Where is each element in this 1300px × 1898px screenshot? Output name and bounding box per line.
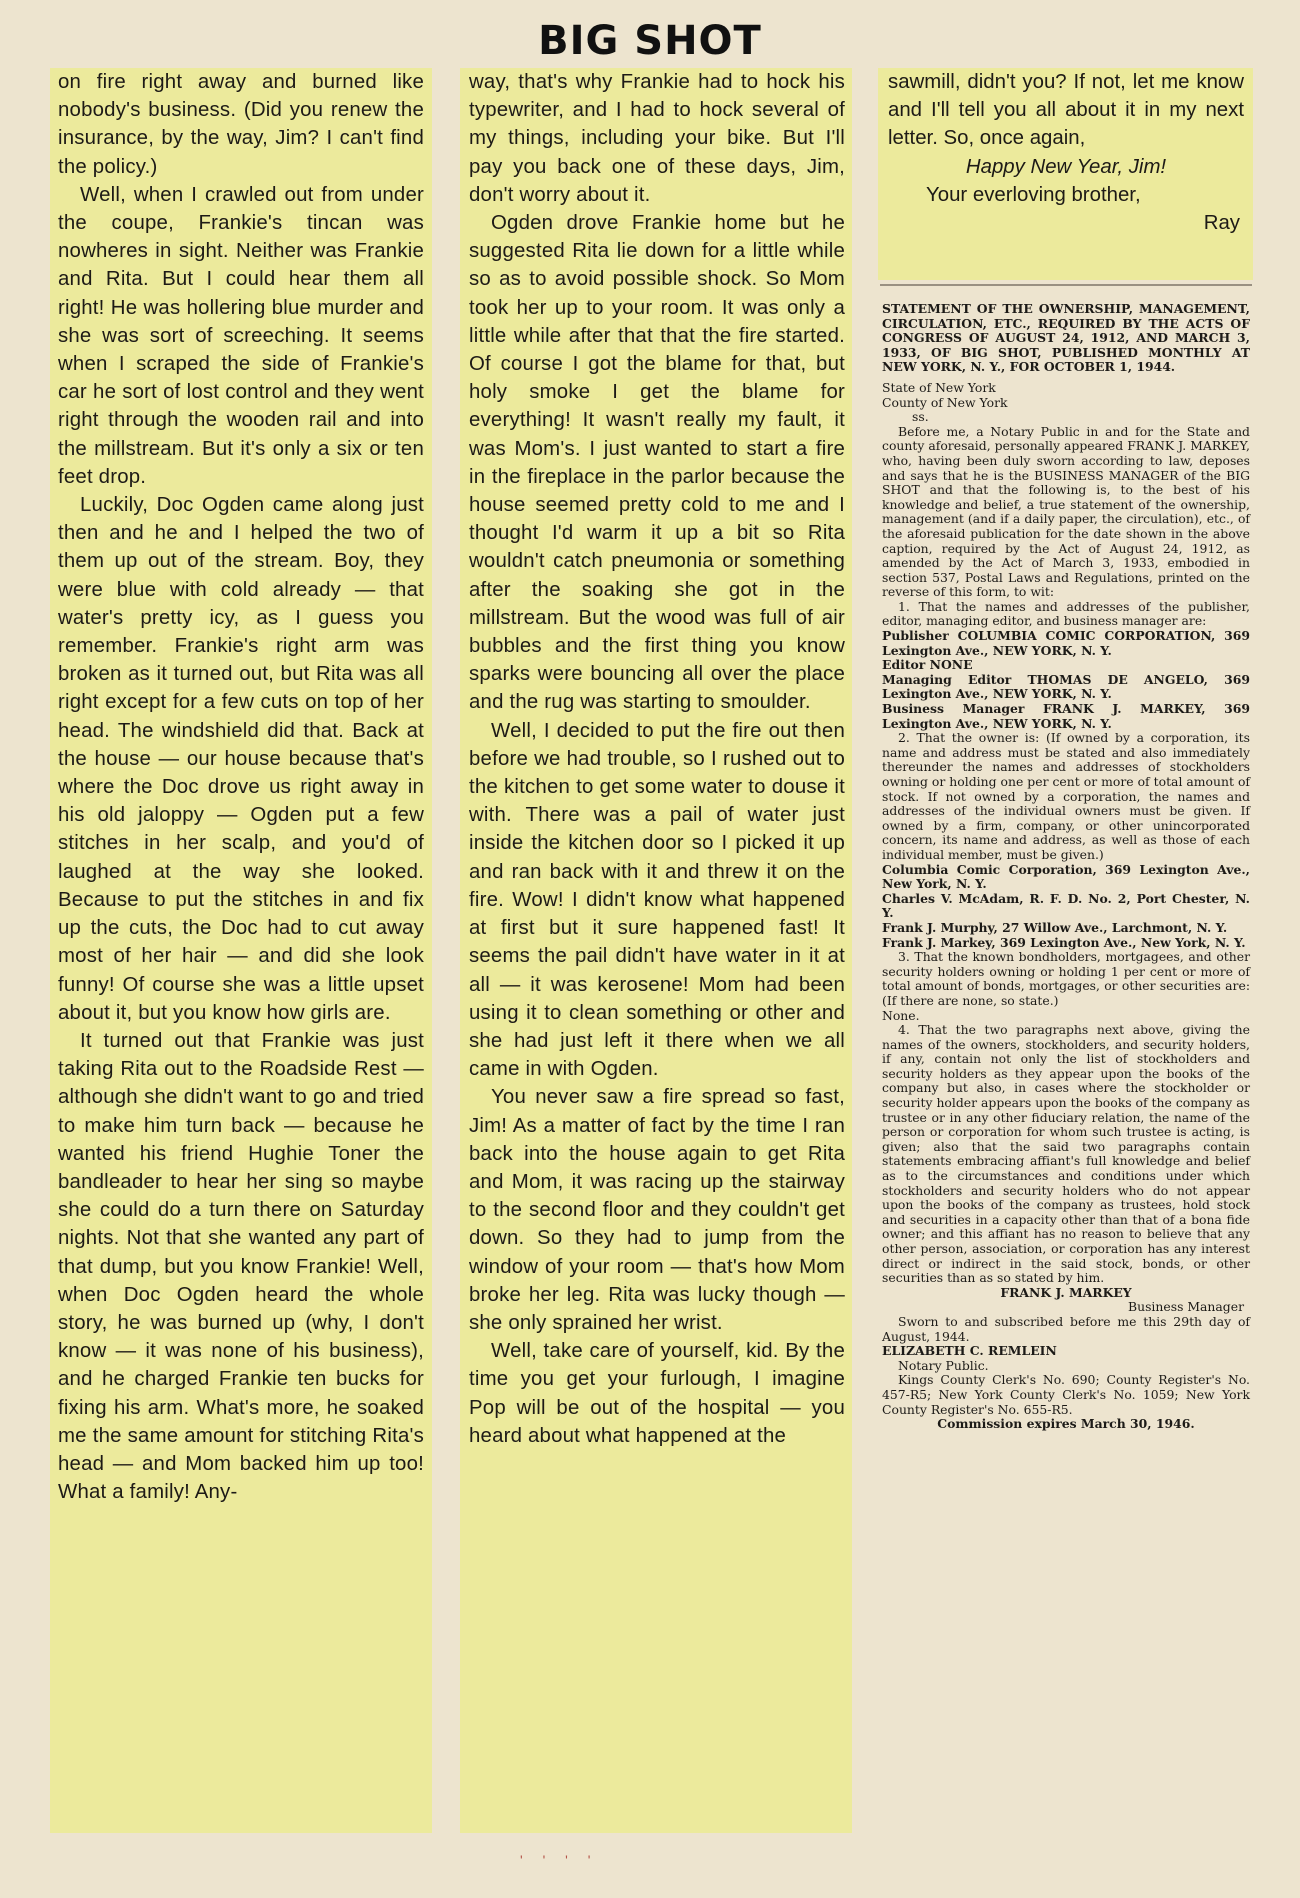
- column-2-text: [469, 68, 845, 1450]
- statement-sworn: Sworn to and subscribed before me this 29th day of August, 1944.: [882, 1313, 1250, 1344]
- statement-ss: ss.: [912, 409, 929, 425]
- masthead-title: BIG SHOT: [538, 18, 762, 64]
- paragraph: way, that's why Frankie had to hock his typewriter, and I had to hock several of my things, including your bike. But I'll pay you back one of these days, Jim, don't worry about it.: [469, 71, 845, 206]
- paragraph: Well, take care of yourself, kid. By the time you get your furlough, I imagine Pop will be out of the hospital — you heard about what happened at the: [469, 1340, 845, 1447]
- divider: [880, 284, 1252, 286]
- statement-state: State of New York: [882, 379, 996, 395]
- paragraph: Ogden drove Frankie home but he suggested Rita lie down for a little while so as to avoid possible shock. So Mom took her up to your room. It was only a little while after that that the fire started. Of course I got the blame for that, but holy smoke I get the blame for everything! It wasn't really my fault, it was Mom's. I just wanted to start a fire in the fireplace in the parlor because the house seemed pretty cold to me and I thought I'd warm it up a bit so Rita wouldn't catch pneumonia or something after the soaking she got in the millstream. But the wood was full of air bubbles and the first thing you know sparks were bouncing all over the place and the rug was starting to smoulder.: [469, 212, 845, 714]
- statement-county: County of New York: [882, 394, 1008, 410]
- paragraph: Well, I decided to put the fire out then before we had trouble, so I rushed out to the kitchen to get some water to douse it with. There was a pail of water just inside the kitchen door so I picked it up and ran back with it and threw it on the fire. Wow! I didn't know what happened at first but it sure happened fast! It seems the pail didn't have water in it at all — it was kerosene! Mom had been using it to clean something or other and she had just left it there when we all came in with Ogden.: [469, 719, 845, 1081]
- closing-line: Happy New Year, Jim!: [965, 155, 1167, 178]
- statement-none: None.: [882, 1007, 920, 1023]
- statement-intro: Before me, a Notary Public in and for the State and county aforesaid, personally appeared FRANK J. MARKEY, who, having been duly sworn according to law, deposes and says that he is the BUSINESS MANAGER of the BIG SHOT and that the following is, to the best of his knowledge and belief, a true statement of the ownership, management (and if a daily paper, the circulation), etc., of the aforesaid publication for the date shown in the above caption, required by the Act of August 24, 1912, as amended by the Act of March 3, 1933, embodied in section 537, Postal Laws and Regulations, printed on the reverse of this form, to wit:: [882, 423, 1250, 600]
- letter-column-3: [878, 68, 1253, 280]
- paragraph: on fire right away and burned like nobody's business. (Did you renew the insurance, by the way, Jim? I can't find the policy.): [58, 71, 424, 178]
- statement-notary-name: ELIZABETH C. REMLEIN: [882, 1343, 1057, 1359]
- statement-owner: Frank J. Markey, 369 Lexington Ave., New York, N. Y.: [882, 934, 1246, 950]
- paragraph: Luckily, Doc Ogden came along just then and he and I helped the two of them up out of the stream. Boy, they were blue with cold already — that water's pretty icy, as I guess you remember. Frankie's right arm was broken as it turned out, but Rita was all right except for a few cuts on top of her head. The windshield did that. Back at the house — our house because that's where the Doc drove us right away in his old jaloppy — Ogden put a few stitches in her scalp, and you'd of laughed at the way she looked. Because to put the stitches in and fix up the cuts, the Doc had to cut away most of her hair — and did she look funny! Of course she was a little upset about it, but you know how girls are.: [58, 494, 424, 1024]
- statement-item-3: 3. That the known bondholders, mortgagees, and other security holders owning or holding 1 per cent or more of total amount of bonds, mortgages, or other securities are: (If there are none, so state.): [882, 949, 1250, 1008]
- statement-signer: FRANK J. MARKEY: [1000, 1284, 1132, 1300]
- statement-heading: STATEMENT OF THE OWNERSHIP, MANAGEMENT, CIRCULATION, ETC., REQUIRED BY THE ACTS OF CONGRESS OF AUGUST 24, 1912, AND MARCH 3, 1933, OF BIG SHOT, PUBLISHED MONTHLY AT NEW YORK, N. Y., FOR OCTOBER 1, 1944.: [882, 301, 1250, 375]
- ownership-statement: [882, 302, 1250, 1432]
- statement-item-4: 4. That the two paragraphs next above, giving the names of the owners, stockholders, and security holders, if any, contain not only the list of stockholders and security holders as they appear upon the books of the company but also, in cases where the stockholder or security holder appears upon the books of the company as trustee or in any other fiduciary relation, the name of the person or corporation for whom such trustee is acting, is given; also that the said two paragraphs contain statements embracing affiant's full knowledge and belief as to the circumstances and conditions under which stockholders and security holders who do not appear upon the books of the company as trustees, hold stock and securities in a capacity other than that of a bona fide owner; and this affiant has no reason to believe that any other person, association, or corporation has any interest direct or indirect in the said stock, bonds, or other securities than as so stated by him.: [882, 1022, 1250, 1286]
- paragraph: It turned out that Frankie was just taking Rita out to the Roadside Rest — although she didn't want to go and tried to make him turn back — because he wanted his friend Hughie Toner the bandleader to hear her sing so maybe she could do a turn there on Saturday nights. Not that she wanted any part of that dump, but you know Frankie! Well, when Doc Ogden heard the whole story, he was burned up (why, I don't know — it was none of his business), and he charged Frankie ten bucks for fixing his arm. What's more, he soaked me the same amount for stitching Rita's head — and Mom backed him up too! What a family! Any-: [58, 1029, 424, 1504]
- paragraph: sawmill, didn't you? If not, let me know and I'll tell you all about it in my next letter. So, once again,: [888, 71, 1244, 150]
- statement-commission: Commission expires March 30, 1946.: [937, 1416, 1195, 1432]
- statement-owner: Frank J. Murphy, 27 Willow Ave., Larchmont, N. Y.: [882, 919, 1228, 935]
- statement-item-1: 1. That the names and addresses of the publisher, editor, managing editor, and business manager are:: [882, 598, 1250, 629]
- signature: Ray: [1203, 212, 1240, 235]
- statement-managing-editor: Managing Editor THOMAS DE ANGELO, 369 Lexington Ave., NEW YORK, N. Y.: [882, 671, 1250, 702]
- statement-publisher: Publisher COLUMBIA COMIC CORPORATION, 369 Lexington Ave., NEW YORK, N. Y.: [882, 628, 1250, 658]
- letter-column-1: [50, 68, 432, 1833]
- statement-item-2: 2. That the owner is: (If owned by a corporation, its name and address must be stated and also immediately thereunder the names and addresses of stockholders owning or holding one per cent or more of total amount of stock. If not owned by a corporation, the names and addresses of the individual owners must be given. If owned by a firm, company, or other unincorporated concern, its name and address, as well as those of each individual member, must be given.): [882, 730, 1250, 862]
- footer-marks: ' ' ' ': [520, 1852, 599, 1868]
- letter-column-2: [460, 68, 852, 1833]
- statement-owner: Charles V. McAdam, R. F. D. No. 2, Port Chester, N. Y.: [882, 890, 1250, 921]
- statement-signer-title: Business Manager: [1127, 1299, 1244, 1315]
- statement-business-manager: Business Manager FRANK J. MARKEY, 369 Lexington Ave., NEW YORK, N. Y.: [882, 701, 1250, 731]
- column-1-text: [58, 68, 424, 1506]
- paragraph: Well, when I crawled out from under the coupe, Frankie's tincan was nowheres in sight. Neither was Frankie and Rita. But I could hear them all right! He was hollering blue murder and she was sort of screeching. It seems when I scraped the side of Frankie's car he sort of lost control and they went right through the wooden rail and into the millstream. But it's only a six or ten feet drop.: [58, 183, 424, 488]
- signoff: Your everloving brother,: [926, 183, 1141, 206]
- statement-notary-details: Kings County Clerk's No. 690; County Register's No. 457-R5; New York County Clerk's No. 1059; New York County Register's No. 655-R5.: [882, 1372, 1250, 1417]
- statement-notary-title: Notary Public.: [898, 1357, 989, 1373]
- statement-editor: Editor NONE: [882, 657, 973, 673]
- statement-owner: Columbia Comic Corporation, 369 Lexington Ave., New York, N. Y.: [882, 861, 1250, 892]
- paragraph: You never saw a fire spread so fast, Jim! As a matter of fact by the time I ran back into the house again to get Rita and Mom, it was racing up the stairway to the second floor and they couldn't get down. So they had to jump from the window of your room — that's how Mom broke her leg. Rita was lucky though — she only sprained her wrist.: [469, 1086, 845, 1334]
- letter-ending: [888, 68, 1244, 237]
